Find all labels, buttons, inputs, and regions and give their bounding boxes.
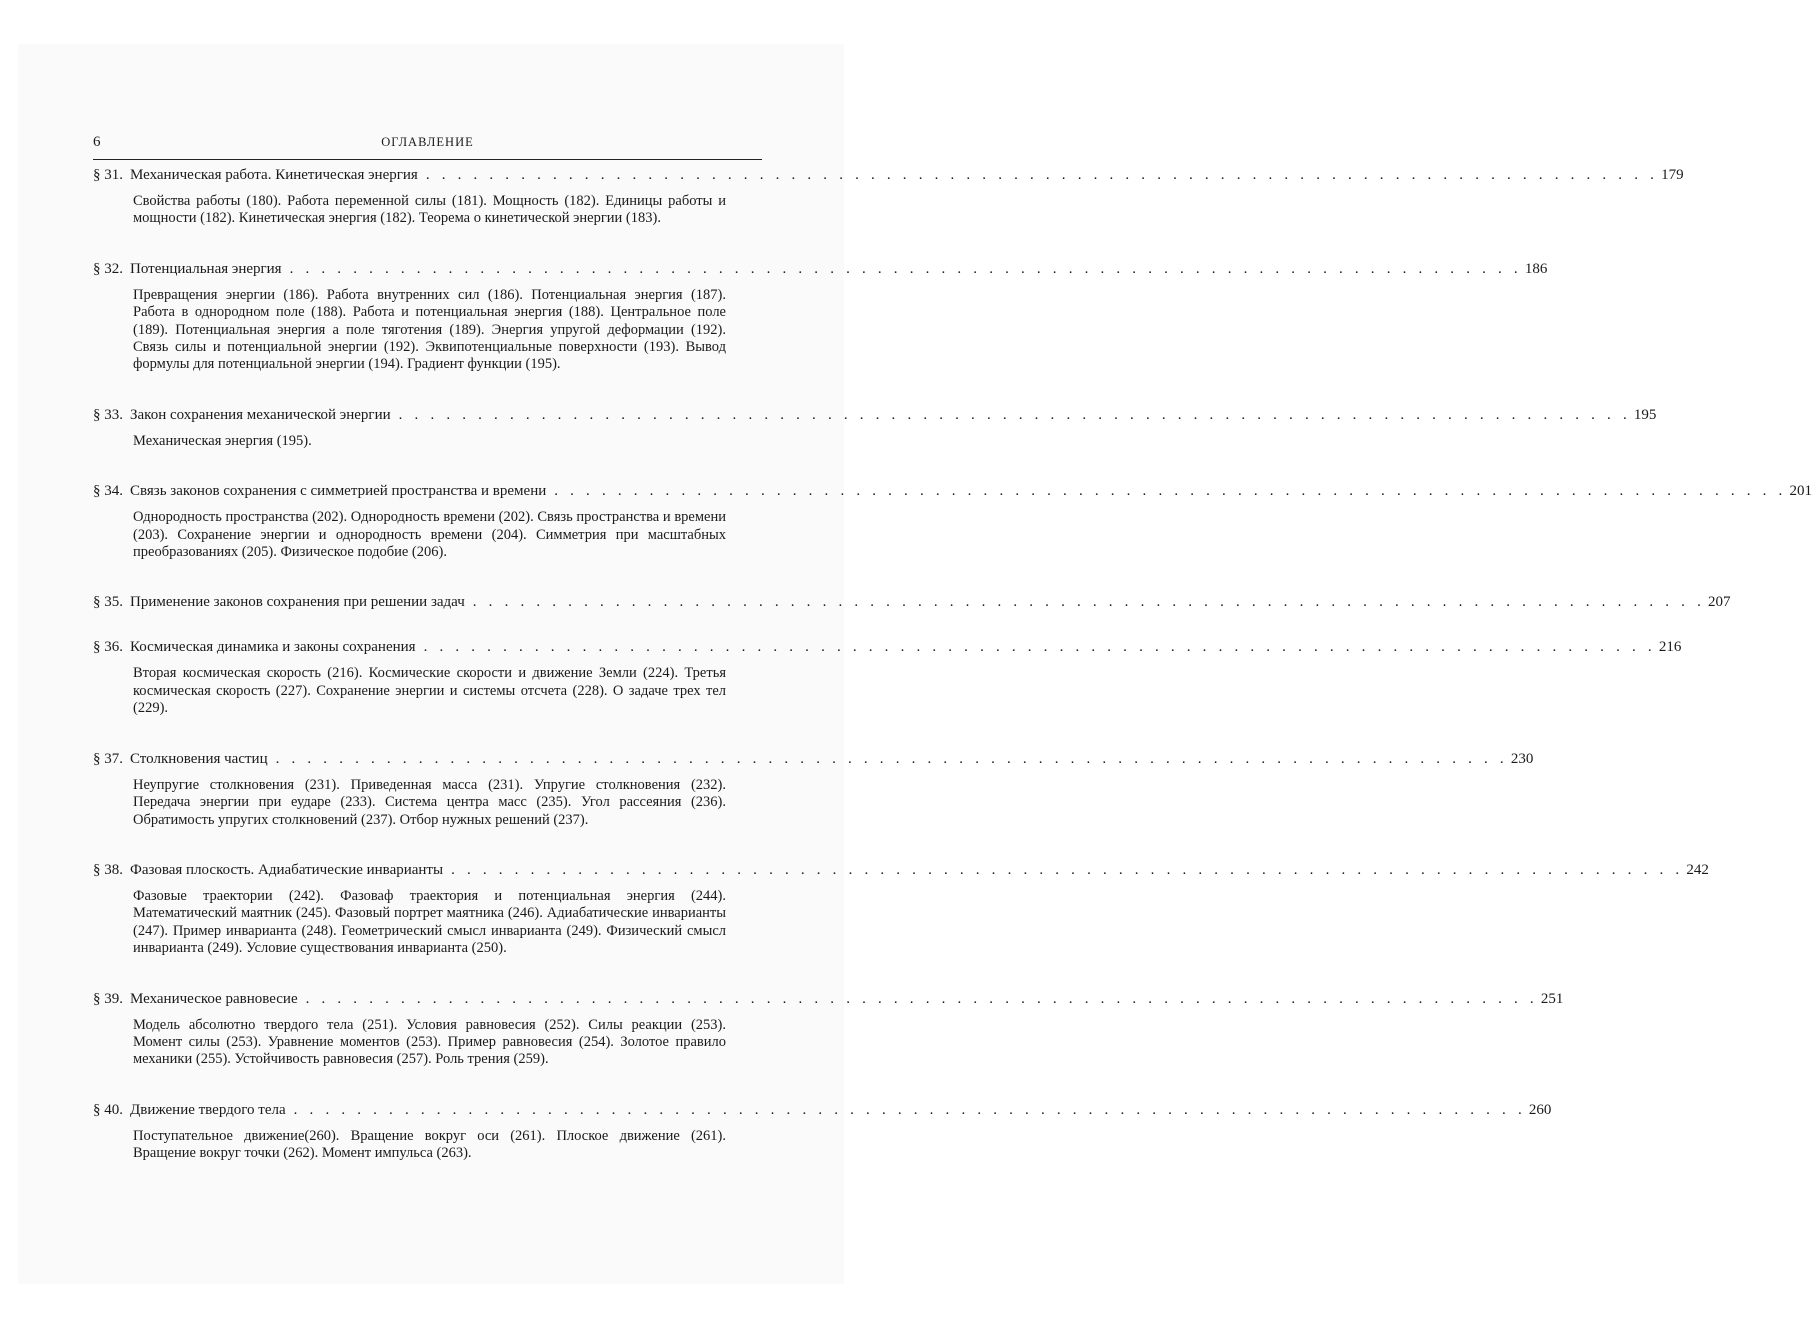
section-page: 251 [1540, 990, 1564, 1007]
dot-leader: . . . . . . . . . . . . . . . . . . . . . . . . . . . . . . . . . . . . . . . . . . . . . . . . . . . . . . . . . . . . . . . . . . . . . . . . . . . . . . [293, 1101, 1526, 1118]
section-number: § 32. [93, 260, 123, 277]
toc-entry-heading[interactable] [93, 990, 1564, 1009]
toc-entry-34 [93, 482, 1812, 561]
section-page: 195 [1633, 406, 1657, 423]
section-title: Механическое равновесие [130, 990, 298, 1007]
section-title: Связь законов сохранения с симметрией пространства и времени [130, 483, 547, 500]
section-title: Применение законов сохранения при решении задач [130, 594, 465, 611]
section-title: Потенциальная энергия [130, 260, 282, 277]
dot-leader: . . . . . . . . . . . . . . . . . . . . . . . . . . . . . . . . . . . . . . . . . . . . . . . . . . . . . . . . . . . . . . . . . . . . . . . . . . . . . . [423, 639, 1656, 656]
toc-entry-heading[interactable] [93, 1101, 1552, 1120]
section-page: 186 [1524, 260, 1548, 277]
dot-leader: . . . . . . . . . . . . . . . . . . . . . . . . . . . . . . . . . . . . . . . . . . . . . . . . . . . . . . . . . . . . . . . . . . . . . . . . . . . . . . [554, 483, 1787, 500]
section-page: 201 [1789, 483, 1812, 500]
running-header [93, 134, 762, 158]
toc-entry-36 [93, 638, 1682, 717]
section-title: Фазовая плоскость. Адиабатические инварианты [130, 861, 444, 878]
section-number: § 37. [93, 750, 123, 767]
dot-leader: . . . . . . . . . . . . . . . . . . . . . . . . . . . . . . . . . . . . . . . . . . . . . . . . . . . . . . . . . . . . . . . . . . . . . . . . . . . . . . [289, 260, 1522, 277]
section-number: § 36. [93, 639, 123, 656]
section-number: § 33. [93, 406, 123, 423]
toc-entry-heading[interactable] [93, 593, 1731, 612]
section-number: § 40. [93, 1101, 123, 1118]
section-title: Движение твердого тела [130, 1101, 286, 1118]
section-subtopics: Поступательное движение(260). Вращение вокруг оси (261). Плоское движение (261). Вращение вокруг точки (262). Момент импульса (263). [133, 1127, 726, 1162]
section-subtopics: Неупругие столкновения (231). Приведенная масса (231). Упругие столкновения (232). Передача энергии при еударе (233). Система центра масс (235). Угол рассеяния (236). Обратимость упругих столкновений (237). Отбор нужных решений (237). [133, 776, 726, 828]
section-page: 230 [1510, 750, 1534, 767]
toc-entry-32 [93, 260, 1548, 374]
section-page: 207 [1708, 594, 1731, 611]
section-subtopics: Однородность пространства (202). Однородность времени (202). Связь пространства и времени (203). Сохранение энергии и однородность времени (204). Симметрия при масштабных преобразованиях (205). Физическое подобие (206). [133, 509, 726, 561]
dot-leader: . . . . . . . . . . . . . . . . . . . . . . . . . . . . . . . . . . . . . . . . . . . . . . . . . . . . . . . . . . . . . . . . . . . . . . . . . . . . . . [398, 406, 1631, 423]
table-of-contents [93, 166, 1812, 1195]
section-title: Космическая динамика и законы сохранения [130, 639, 416, 656]
header-rule [93, 159, 762, 160]
toc-entry-37 [93, 750, 1534, 829]
toc-entry-heading[interactable] [93, 638, 1682, 657]
toc-entry-39 [93, 990, 1564, 1069]
toc-entry-heading[interactable] [93, 861, 1709, 880]
section-subtopics: Фазовые траектории (242). Фазоваф траектория и потенциальная энергия (244). Математический маятник (245). Фазовый портрет маятника (246). Адиабатические инварианты (247). Пример инварианта (248). Геометрический смысл инварианта (249). Физический смысл инварианта (249). Условие существования инварианта (250). [133, 887, 726, 957]
toc-entry-heading[interactable] [93, 406, 1657, 425]
section-page: 260 [1528, 1101, 1552, 1118]
section-title: Столкновения частиц [130, 750, 268, 767]
section-number: § 34. [93, 483, 123, 500]
toc-entry-heading[interactable] [93, 166, 1684, 185]
toc-entry-38 [93, 861, 1709, 958]
dot-leader: . . . . . . . . . . . . . . . . . . . . . . . . . . . . . . . . . . . . . . . . . . . . . . . . . . . . . . . . . . . . . . . . . . . . . . . . . . . . . . [275, 750, 1508, 767]
page-title: ОГЛАВЛЕНИЕ [381, 135, 474, 149]
dot-leader: . . . . . . . . . . . . . . . . . . . . . . . . . . . . . . . . . . . . . . . . . . . . . . . . . . . . . . . . . . . . . . . . . . . . . . . . . . . . . . [472, 594, 1706, 611]
toc-entry-31 [93, 166, 1684, 228]
section-subtopics: Модель абсолютно твердого тела (251). Условия равновесия (252). Силы реакции (253). Момент силы (253). Уравнение моментов (253). Пример равновесия (254). Золотое правило механики (255). Устойчивость равновесия (257). Роль трения (259). [133, 1016, 726, 1068]
section-subtopics: Механическая энергия (195). [133, 432, 312, 449]
section-number: § 31. [93, 167, 123, 183]
dot-leader: . . . . . . . . . . . . . . . . . . . . . . . . . . . . . . . . . . . . . . . . . . . . . . . . . . . . . . . . . . . . . . . . . . . . . . . . . . . . . . [305, 990, 1538, 1007]
toc-entry-heading[interactable] [93, 482, 1812, 501]
toc-entry-heading[interactable] [93, 750, 1534, 769]
section-page: 242 [1686, 861, 1709, 878]
section-subtopics: Превращения энергии (186). Работа внутренних сил (186). Потенциальная энергия (187). Работа в однородном поле (188). Работа и потенциальная энергия (188). Центральное поле (189). Потенциальная энергия а поле тяготения (189). Энергия упругой деформации (192). Связь силы и потенциальной энергии (192). Эквипотенциальные поверхности (193). Вывод формулы для потенциальной энергии (194). Градиент функции (195). [133, 286, 726, 373]
section-title: Закон сохранения механической энергии [130, 406, 391, 423]
dot-leader: . . . . . . . . . . . . . . . . . . . . . . . . . . . . . . . . . . . . . . . . . . . . . . . . . . . . . . . . . . . . . . . . . . . . . . . . . . . . . . [451, 861, 1684, 878]
page-number: 6 [93, 134, 101, 150]
toc-entry-heading[interactable] [93, 260, 1548, 279]
section-number: § 39. [93, 990, 123, 1007]
toc-entry-33 [93, 406, 1657, 450]
dot-leader: . . . . . . . . . . . . . . . . . . . . . . . . . . . . . . . . . . . . . . . . . . . . . . . . . . . . . . . . . . . . . . . . . . . . . . . . . . . . . . [425, 167, 1659, 183]
section-page: 216 [1658, 639, 1682, 656]
section-page: 179 [1661, 167, 1684, 183]
section-number: § 38. [93, 861, 123, 878]
section-title: Механическая работа. Кинетическая энергия [130, 167, 418, 183]
toc-entry-35 [93, 593, 1731, 612]
section-number: § 35. [93, 594, 123, 611]
section-subtopics: Свойства работы (180). Работа переменной силы (181). Мощность (182). Единицы работы и мощности (182). Кинетическая энергия (182). Теорема о кинетической энергии (183). [133, 193, 726, 227]
toc-entry-40 [93, 1101, 1552, 1163]
section-subtopics: Вторая космическая скорость (216). Космические скорости и движение Земли (224). Третья космическая скорость (227). Сохранение энергии и системы отсчета (228). О задаче трех тел (229). [133, 665, 726, 717]
